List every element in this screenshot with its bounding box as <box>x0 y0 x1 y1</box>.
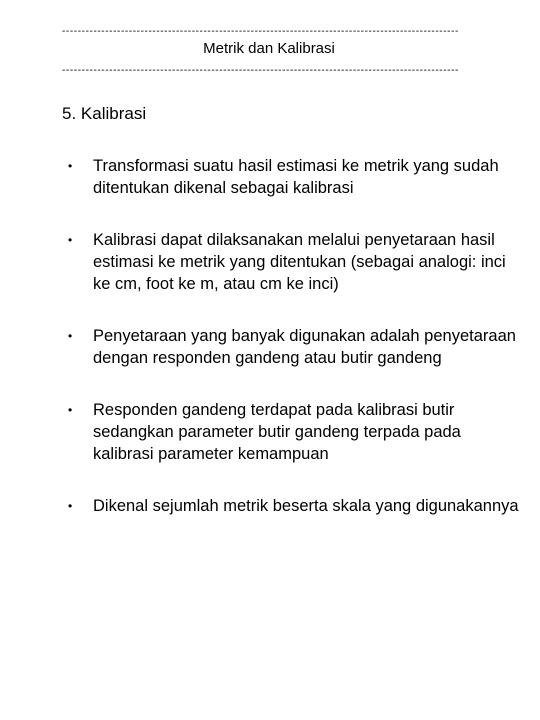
list-item <box>62 229 522 295</box>
bullet-icon: • <box>68 233 73 247</box>
bullet-icon: • <box>68 499 73 513</box>
list-item-text: Dikenal sejumlah metrik beserta skala yang digunakannya <box>93 497 519 515</box>
header-rule-top: ----------------------------------------------------------------------------------------------------- <box>62 27 459 37</box>
bullet-list <box>62 155 522 547</box>
list-item-text: Responden gandeng terdapat pada kalibrasi butir sedangkan parameter butir gandeng terpada pada kalibrasi parameter kemampuan <box>93 401 461 463</box>
bullet-icon: • <box>68 329 73 343</box>
list-item-text: Kalibrasi dapat dilaksanakan melalui penyetaraan hasil estimasi ke metrik yang ditentukan (sebagai analogi: inci ke cm, foot ke m, atau cm ke inci) <box>93 231 506 293</box>
header-rule-bottom: ----------------------------------------------------------------------------------------------------- <box>62 66 459 76</box>
bullet-icon: • <box>68 159 73 173</box>
bullet-icon: • <box>68 403 73 417</box>
list-item <box>62 495 522 517</box>
page-title: Metrik dan Kalibrasi <box>203 40 335 57</box>
section-heading: 5. Kalibrasi <box>62 104 147 123</box>
list-item <box>62 155 522 199</box>
list-item-text: Penyetaraan yang banyak digunakan adalah penyetaraan dengan responden gandeng atau butir gandeng <box>93 327 516 367</box>
list-item <box>62 325 522 369</box>
list-item <box>62 399 522 465</box>
list-item-text: Transformasi suatu hasil estimasi ke metrik yang sudah ditentukan dikenal sebagai kalibrasi <box>93 157 499 197</box>
